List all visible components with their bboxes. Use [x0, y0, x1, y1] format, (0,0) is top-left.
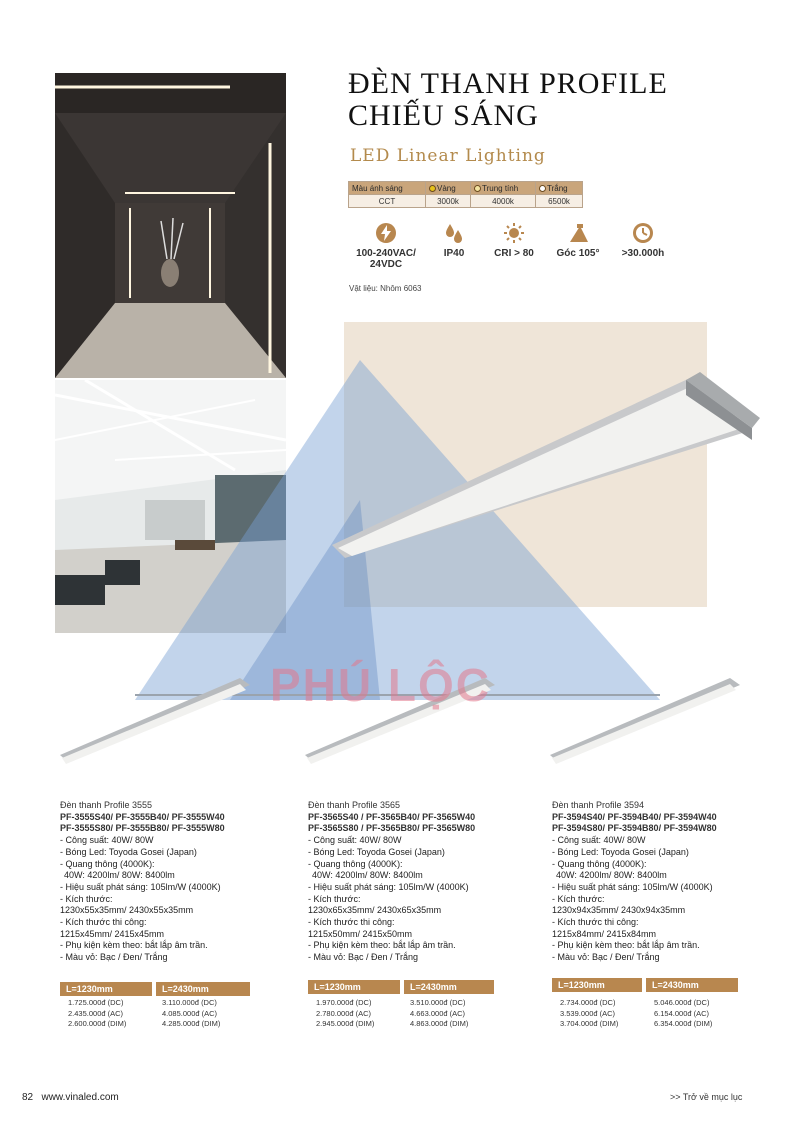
price-item: 6.154.000đ (AC)	[654, 1008, 710, 1018]
product-codes: PF-3555S40/ PF-3555B40/ PF-3555W40	[60, 811, 225, 822]
website-link[interactable]: www.vinaled.com	[41, 1092, 119, 1103]
spec-line: - Kích thước thi công:	[60, 917, 147, 928]
spec-line: - Bóng Led: Toyoda Gosei (Japan)	[308, 846, 445, 857]
spec-line: - Kích thước thi công:	[552, 917, 639, 928]
spec-line: - Kích thước thi công:	[308, 917, 395, 928]
material-note: Vật liệu: Nhôm 6063	[349, 284, 422, 293]
spec-angle: Góc 105°	[550, 224, 606, 259]
spec-line: - Công suất: 40W/ 80W	[308, 835, 402, 846]
spec-line: - Quang thông (4000K):	[60, 858, 155, 869]
table-header-cell: Trắng	[536, 182, 583, 195]
spec-line: 40W: 4200lm/ 80W: 8400lm	[312, 870, 423, 881]
spec-line: - Hiệu suất phát sáng: 105lm/W (4000K)	[308, 881, 469, 892]
spec-line: - Phụ kiện kèm theo: bắt lắp âm trần.	[60, 940, 208, 951]
price-item: 3.510.000đ (DC)	[410, 998, 466, 1007]
footer-left	[22, 1092, 119, 1103]
spec-line: - Kích thước:	[308, 893, 361, 904]
spec-voltage: 100-240VAC/ 24VDC	[346, 222, 426, 270]
neutral-dot-icon	[474, 185, 481, 192]
title-line-1: ĐÈN THANH PROFILE	[348, 67, 668, 100]
spec-line: - Công suất: 40W/ 80W	[60, 835, 154, 846]
spec-line: - Kích thước:	[60, 893, 113, 904]
table-cell: CCT	[349, 195, 426, 208]
price-item: 4.085.000đ (AC)	[162, 1008, 218, 1018]
page-subtitle: LED Linear Lighting	[350, 146, 546, 166]
price-item: 2.780.000đ (AC)	[316, 1008, 372, 1018]
title-line-2: CHIẾU SÁNG	[348, 99, 539, 132]
table-header-cell: Màu ánh sáng	[349, 182, 426, 195]
price-item: 3.110.000đ (DC)	[162, 998, 217, 1007]
product-codes: PF-3565S80 / PF-3565B80/ PF-3565W80	[308, 823, 476, 834]
clock-icon	[632, 222, 654, 244]
price-item: 5.046.000đ (DC)	[654, 998, 710, 1007]
spec-line: - Kích thước:	[552, 893, 605, 904]
spec-line: - Phụ kiện kèm theo: bắt lắp âm trần.	[552, 940, 700, 951]
length-tab-2430: L=2430mm	[156, 982, 250, 996]
length-tab-1230: L=1230mm	[552, 978, 642, 992]
spec-line: - Màu vỏ: Bạc / Đen / Trắng	[308, 952, 419, 963]
price-list-2430	[162, 998, 220, 1030]
spec-line: 1230x65x35mm/ 2430x65x35mm	[308, 905, 442, 916]
yellow-dot-icon	[429, 185, 436, 192]
price-item: 2.435.000đ (AC)	[68, 1008, 124, 1018]
spec-line: 40W: 4200lm/ 80W: 8400lm	[64, 870, 175, 881]
spec-line: 1215x50mm/ 2415x50mm	[308, 928, 413, 939]
spec-line: 1215x84mm/ 2415x84mm	[552, 928, 657, 939]
product-3594	[552, 800, 782, 1028]
spec-line: - Hiệu suất phát sáng: 105lm/W (4000K)	[552, 881, 713, 892]
sun-icon	[503, 222, 525, 244]
price-item: 2.945.000đ (DIM)	[316, 1019, 375, 1028]
product-codes: PF-3594S40/ PF-3594B40/ PF-3594W40	[552, 811, 717, 822]
water-drops-icon	[443, 222, 465, 244]
product-codes: PF-3594S80/ PF-3594B80/ PF-3594W80	[552, 823, 717, 834]
back-to-contents-link[interactable]: >> Trở về mục lục	[670, 1092, 743, 1102]
spec-line: 40W: 4200lm/ 80W: 8400lm	[556, 870, 667, 881]
product-3565	[308, 800, 538, 1028]
length-tab-2430: L=2430mm	[404, 980, 494, 994]
spec-line: 1230x94x35mm/ 2430x94x35mm	[552, 905, 686, 916]
table-cell: 3000k	[426, 195, 471, 208]
spec-line: - Màu vỏ: Bạc / Đen/ Trắng	[60, 952, 168, 963]
price-list-2430	[654, 998, 712, 1030]
spec-line: - Bóng Led: Toyoda Gosei (Japan)	[552, 846, 689, 857]
length-tab-1230: L=1230mm	[308, 980, 400, 994]
product-name: Đèn thanh Profile 3555	[60, 800, 153, 810]
spec-line: - Bóng Led: Toyoda Gosei (Japan)	[60, 846, 197, 857]
watermark-text: PHÚ LỘC	[270, 659, 491, 711]
product-codes: PF-3565S40 / PF-3565B40/ PF-3565W40	[308, 811, 476, 822]
power-bolt-icon	[375, 222, 397, 244]
length-tab-1230: L=1230mm	[60, 982, 152, 996]
price-item: 3.539.000đ (AC)	[560, 1008, 616, 1018]
price-item: 1.970.000đ (DC)	[316, 998, 372, 1007]
spec-cri: CRI > 80	[486, 222, 542, 259]
spec-line: - Công suất: 40W/ 80W	[552, 835, 646, 846]
price-list-1230	[316, 998, 374, 1030]
product-3555	[60, 800, 290, 1028]
page-title	[348, 68, 668, 132]
table-header-cell: Trung tính	[471, 182, 536, 195]
product-name: Đèn thanh Profile 3565	[308, 800, 401, 810]
color-temperature-table	[348, 181, 583, 208]
price-item: 4.663.000đ (AC)	[410, 1008, 466, 1018]
white-dot-icon	[539, 185, 546, 192]
price-list-1230	[560, 998, 618, 1030]
spec-line: - Quang thông (4000K):	[308, 858, 403, 869]
price-item: 4.285.000đ (DIM)	[162, 1019, 221, 1028]
spec-line: 1230x55x35mm/ 2430x55x35mm	[60, 905, 194, 916]
table-cell: 6500k	[536, 195, 583, 208]
price-item: 1.725.000đ (DC)	[68, 998, 124, 1007]
spec-line: - Phụ kiện kèm theo: bắt lắp âm trần.	[308, 940, 456, 951]
spec-line: - Quang thông (4000K):	[552, 858, 647, 869]
beam-angle-icon	[566, 224, 590, 244]
product-name: Đèn thanh Profile 3594	[552, 800, 645, 810]
length-tab-2430: L=2430mm	[646, 978, 738, 992]
spec-line: - Màu vỏ: Bạc / Đen/ Trắng	[552, 952, 660, 963]
price-list-2430	[410, 998, 468, 1030]
table-cell: 4000k	[471, 195, 536, 208]
product-codes: PF-3555S80/ PF-3555B80/ PF-3555W80	[60, 823, 225, 834]
price-list-1230	[68, 998, 126, 1030]
spec-lifetime: >30.000h	[612, 222, 674, 259]
price-item: 2.734.000đ (DC)	[560, 998, 616, 1007]
price-item: 6.354.000đ (DIM)	[654, 1019, 713, 1028]
table-header-cell: Vàng	[426, 182, 471, 195]
price-item: 2.600.000đ (DIM)	[68, 1019, 127, 1028]
spec-line: - Hiệu suất phát sáng: 105lm/W (4000K)	[60, 881, 221, 892]
page-number: 82	[22, 1092, 34, 1103]
spec-line: 1215x45mm/ 2415x45mm	[60, 928, 165, 939]
price-item: 3.704.000đ (DIM)	[560, 1019, 619, 1028]
spec-ip: IP40	[432, 222, 476, 259]
price-item: 4.863.000đ (DIM)	[410, 1019, 469, 1028]
